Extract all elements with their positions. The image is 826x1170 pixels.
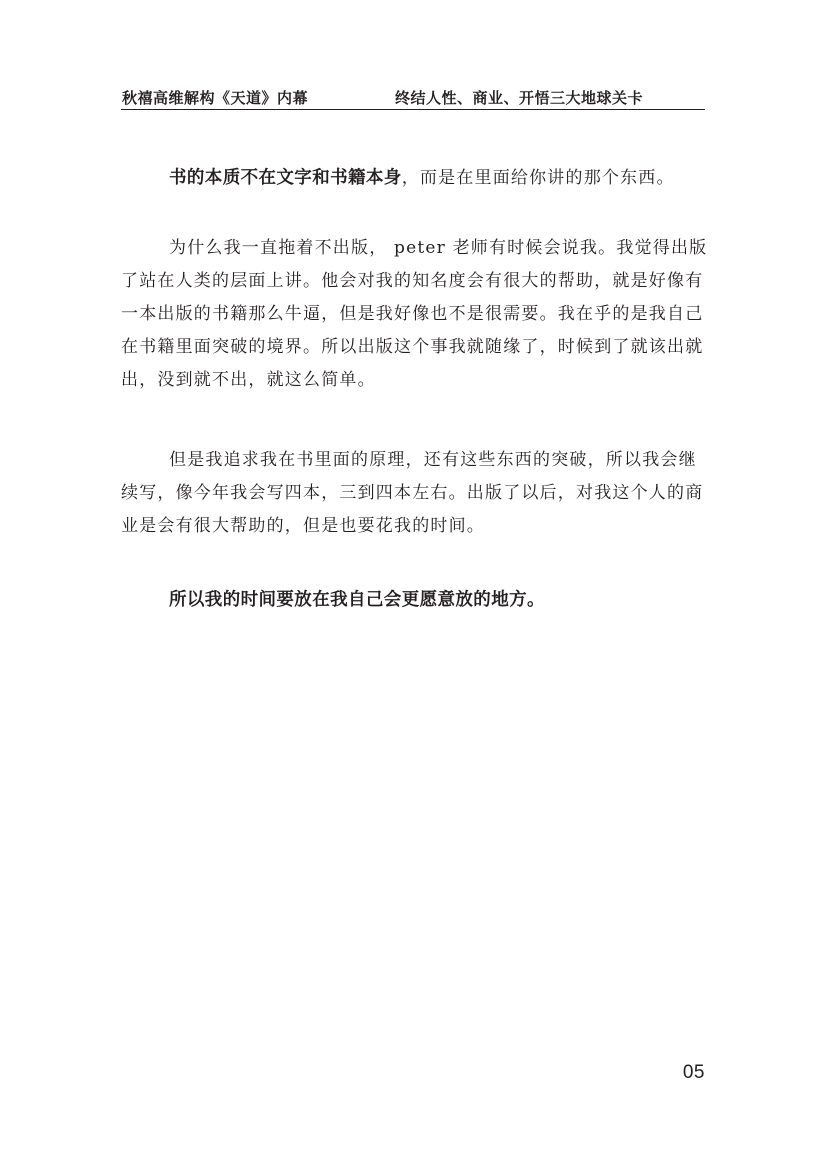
paragraph-2: 为什么我一直拖着不出版， peter 老师有时候会说我。我觉得出版了站在人类的层面上讲。他会对我的知名度会有很大的帮助，就是好像有一本出版的书籍那么牛逼，但是我好像也不是很需要。我在乎的是我自己在书籍里面突破的境界。所以出版这个事我就随缘了，时候到了就该出就出，没到就不出，就这么简单。 bbox=[121, 238, 708, 390]
page-number: 05 bbox=[682, 1062, 705, 1083]
running-header bbox=[121, 85, 705, 110]
paragraph-1 bbox=[121, 162, 711, 195]
paragraph-3: 但是我追求我在书里面的原理，还有这些东西的突破，所以我会继续写，像今年我会写四本，三到四本左右。出版了以后，对我这个人的商业是会有很大帮助的，但是也要花我的时间。 bbox=[121, 450, 704, 536]
header-subtitle: 终结人性、商业、开悟三大地球关卡 bbox=[395, 89, 644, 107]
paragraph-1-rest: ，而是在里面给你讲的那个东西。 bbox=[401, 168, 675, 188]
paragraph-1-bold: 书的本质不在文字和书籍本身 bbox=[169, 168, 402, 188]
header-book-title: 秋禧高维解构《天道》内幕 bbox=[122, 89, 309, 107]
paragraph-4: 所以我的时间要放在我自己会更愿意放的地方。 bbox=[169, 590, 545, 610]
